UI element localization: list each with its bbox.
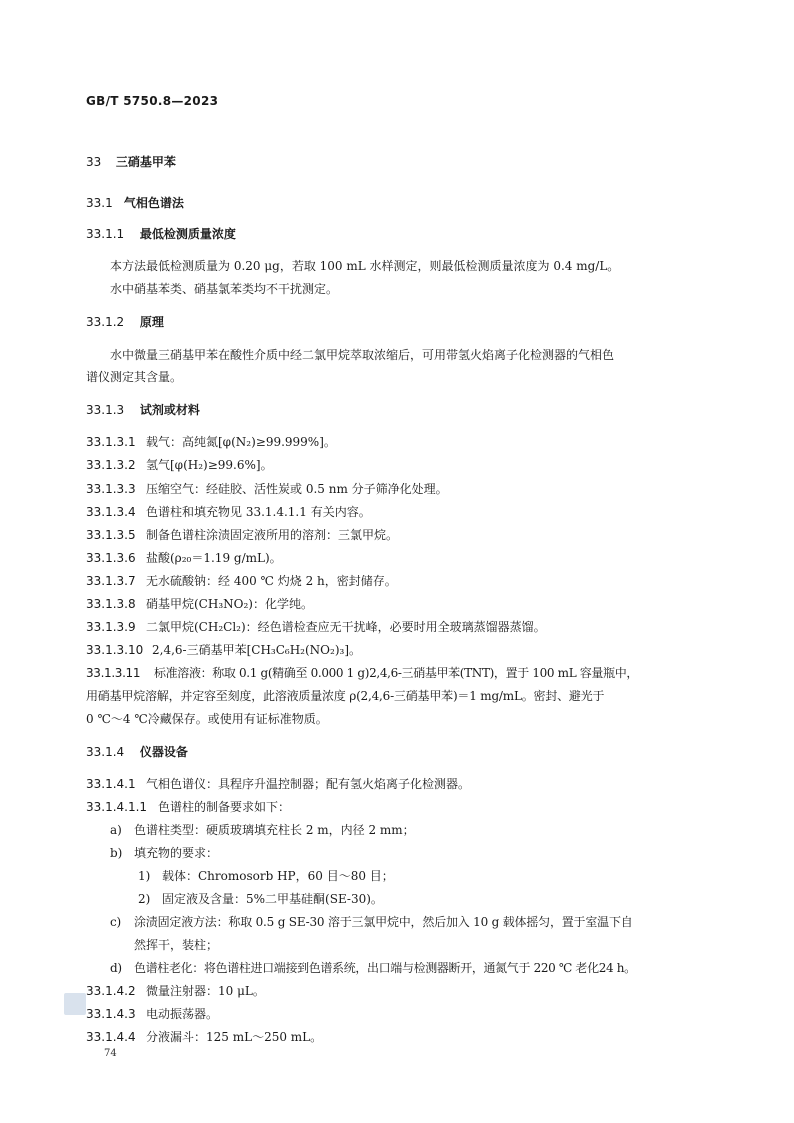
item-text: 氢气[φ(H₂)≥99.6%]。 [146, 458, 273, 472]
list-item [86, 595, 313, 612]
item-text: 载气：高纯氮[φ(N₂)≥99.999%]。 [146, 435, 336, 449]
section-heading-33-1-2 [86, 313, 164, 330]
sub-item-text: 涂渍固定液方法：称取 0.5 g SE-30 溶于三氯甲烷中，然后加入 10 g 载体摇匀，置于室温下自 [134, 915, 633, 929]
section-heading-33-1-3 [86, 401, 200, 418]
item-continuation: 0 ℃～4 ℃冷藏保存。或使用有证标准物质。 [86, 712, 328, 726]
list-item [86, 798, 290, 815]
item-continuation: 用硝基甲烷溶解，并定容至刻度，此溶液质量浓度 ρ(2,4,6-三硝基甲苯)＝1 mg/mL。密封、避光于 [86, 689, 605, 703]
item-number: 33.1.4.3 [86, 1007, 136, 1021]
list-item [86, 456, 273, 473]
standard-id: GB/T 5750.8—2023 [86, 94, 219, 108]
sub-item-d [110, 959, 636, 976]
list-item [86, 1028, 322, 1045]
section-number: 33.1.4 [86, 745, 125, 759]
section-heading-33 [86, 153, 176, 170]
sub-sub-item-2 [138, 890, 383, 907]
list-item [86, 641, 361, 658]
item-number: 33.1.3.2 [86, 458, 136, 472]
item-text: 气相色谱仪：具程序升温控制器；配有氢火焰离子化检测器。 [146, 777, 471, 791]
watermark-stamp [64, 993, 86, 1015]
paragraph: 水中硝基苯类、硝基氯苯类均不干扰测定。 [110, 282, 339, 296]
item-number: 33.1.4.1.1 [86, 800, 148, 814]
list-item [86, 433, 336, 450]
section-heading-33-1-1 [86, 225, 236, 242]
list-item [86, 572, 397, 589]
section-number: 33.1 [86, 196, 113, 210]
list-item [86, 526, 398, 543]
sub-item-marker: 1) [138, 869, 151, 883]
section-heading-33-1-4 [86, 743, 188, 760]
sub-item-c [110, 913, 633, 930]
item-number: 33.1.3.7 [86, 574, 136, 588]
item-number: 33.1.3.9 [86, 620, 136, 634]
list-item [86, 503, 371, 520]
sub-item-text: 载体：Chromosorb HP，60 目～80 目； [162, 869, 394, 883]
section-number: 33.1.2 [86, 315, 125, 329]
item-number: 33.1.4.1 [86, 777, 136, 791]
sub-item-text: 色谱柱老化：将色谱柱进口端接到色谱系统，出口端与检测器断开，通氮气于 220 ℃ 老化24 h。 [134, 961, 636, 975]
item-text: 色谱柱和填充物见 33.1.4.1.1 有关内容。 [146, 505, 371, 519]
item-number: 33.1.3.8 [86, 597, 136, 611]
paragraph: 水中微量三硝基甲苯在酸性介质中经二氯甲烷萃取浓缩后，可用带氢火焰离子化检测器的气相色 [110, 348, 615, 362]
sub-item-text: 色谱柱类型：硬质玻璃填充柱长 2 m，内径 2 mm； [134, 823, 415, 837]
sub-item-marker: c) [110, 915, 122, 929]
section-title: 原理 [139, 315, 164, 329]
sub-item-marker: b) [110, 846, 123, 860]
item-text: 分液漏斗：125 mL～250 mL。 [146, 1030, 323, 1044]
section-title: 三硝基甲苯 [115, 155, 176, 169]
item-text: 无水硫酸钠：经 400 ℃ 灼烧 2 h，密封储存。 [146, 574, 397, 588]
item-text: 电动振荡器。 [146, 1007, 219, 1021]
item-text: 2,4,6-三硝基甲苯[CH₃C₆H₂(NO₂)₃]。 [152, 643, 361, 657]
item-number: 33.1.3.3 [86, 482, 136, 496]
list-item [86, 775, 470, 792]
item-number: 33.1.3.4 [86, 505, 136, 519]
item-number: 33.1.3.11 [86, 666, 141, 680]
list-item [86, 549, 282, 566]
item-text: 标准溶液：称取 0.1 g(精确至 0.000 1 g)2,4,6-三硝基甲苯(TNT)，置于 100 mL 容量瓶中， [154, 666, 639, 680]
page-number: 74 [104, 1048, 117, 1059]
item-text: 压缩空气：经硅胶、活性炭或 0.5 nm 分子筛净化处理。 [146, 482, 448, 496]
section-title: 最低检测质量浓度 [139, 227, 236, 241]
item-number: 33.1.3.5 [86, 528, 136, 542]
item-number: 33.1.3.1 [86, 435, 136, 449]
item-text: 盐酸(ρ₂₀＝1.19 g/mL)。 [146, 551, 282, 565]
sub-item-text: 填充物的要求： [134, 846, 219, 860]
sub-item-continuation: 然挥干，装柱； [134, 938, 219, 952]
section-heading-33-1 [86, 194, 184, 211]
item-text: 硝基甲烷(CH₃NO₂)：化学纯。 [146, 597, 313, 611]
item-text: 制备色谱柱涂渍固定液所用的溶剂：三氯甲烷。 [146, 528, 399, 542]
section-number: 33 [86, 155, 102, 169]
sub-item-b [110, 844, 218, 861]
list-item [86, 664, 638, 681]
sub-item-text: 固定液及含量：5%二甲基硅酮(SE-30)。 [162, 892, 383, 906]
item-number: 33.1.4.4 [86, 1030, 136, 1044]
list-item [86, 480, 448, 497]
section-title: 仪器设备 [139, 745, 188, 759]
sub-item-a [110, 821, 415, 838]
item-text: 微量注射器：10 μL。 [146, 984, 265, 998]
paragraph: 本方法最低检测质量为 0.20 μg，若取 100 mL 水样测定，则最低检测质量浓度为 0.4 mg/L。 [110, 259, 620, 273]
item-text: 色谱柱的制备要求如下： [158, 800, 291, 814]
item-number: 33.1.3.10 [86, 643, 144, 657]
sub-item-marker: 2) [138, 892, 151, 906]
list-item [86, 1005, 218, 1022]
section-title: 试剂或材料 [139, 403, 200, 417]
paragraph-continuation: 谱仪测定其含量。 [86, 370, 183, 384]
sub-item-marker: a) [110, 823, 122, 837]
item-number: 33.1.4.2 [86, 984, 136, 998]
section-number: 33.1.3 [86, 403, 125, 417]
sub-item-marker: d) [110, 961, 122, 975]
sub-sub-item-1 [138, 867, 394, 884]
list-item [86, 982, 265, 999]
section-number: 33.1.1 [86, 227, 125, 241]
section-title: 气相色谱法 [123, 196, 184, 210]
item-text: 二氯甲烷(CH₂Cl₂)：经色谱检查应无干扰峰，必要时用全玻璃蒸馏器蒸馏。 [146, 620, 546, 634]
list-item [86, 618, 546, 635]
item-number: 33.1.3.6 [86, 551, 136, 565]
